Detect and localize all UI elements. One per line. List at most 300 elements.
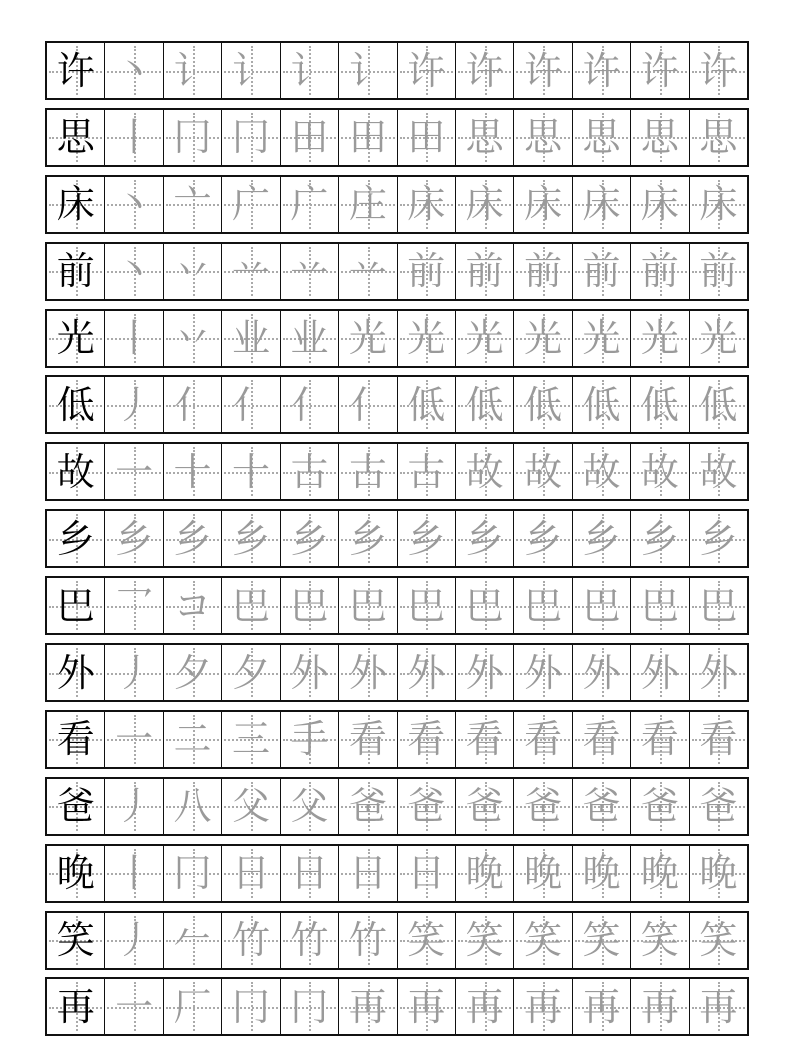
stroke-step-character: 乡	[582, 516, 621, 561]
stroke-step-cell	[513, 913, 571, 968]
stroke-step-cell	[338, 712, 396, 767]
stroke-step-character: 看	[348, 717, 387, 762]
stroke-step-character: 再	[524, 984, 563, 1029]
stroke-step-cell	[221, 979, 279, 1034]
stroke-step-character: 亻	[348, 382, 387, 427]
stroke-step-character: 爸	[640, 784, 679, 829]
stroke-step-cell	[221, 244, 279, 299]
stroke-step-cell	[689, 444, 747, 499]
stroke-step-character: 再	[582, 984, 621, 1029]
stroke-step-character: 床	[582, 182, 621, 227]
stroke-step-cell	[689, 110, 747, 165]
stroke-step-cell	[221, 779, 279, 834]
stroke-step-character: 低	[699, 382, 738, 427]
character-row	[45, 509, 749, 568]
stroke-step-character: 巴	[348, 583, 387, 628]
stroke-step-character: 光	[524, 316, 563, 361]
stroke-step-character: 外	[699, 650, 738, 695]
stroke-step-character: 思	[465, 115, 504, 160]
stroke-step-cell	[338, 645, 396, 700]
stroke-step-character: 乡	[465, 516, 504, 561]
stroke-step-character: 讠	[231, 48, 270, 93]
stroke-step-cell	[163, 511, 221, 566]
stroke-step-character: 笑	[407, 918, 446, 963]
stroke-step-cell	[572, 110, 630, 165]
stroke-step-cell	[689, 979, 747, 1034]
stroke-step-cell	[163, 311, 221, 366]
stroke-step-character: 丷	[173, 316, 212, 361]
model-character-cell	[47, 846, 104, 901]
character-row	[45, 911, 749, 970]
stroke-step-character: 爸	[699, 784, 738, 829]
stroke-step-cell	[221, 511, 279, 566]
stroke-step-character: 前	[582, 249, 621, 294]
stroke-step-cell	[689, 377, 747, 432]
stroke-step-character: 光	[699, 316, 738, 361]
stroke-step-cell	[630, 979, 688, 1034]
stroke-step-character: 再	[465, 984, 504, 1029]
stroke-step-cell	[455, 244, 513, 299]
stroke-step-cell	[689, 43, 747, 98]
stroke-step-character: 床	[465, 182, 504, 227]
stroke-step-cell	[689, 712, 747, 767]
stroke-step-cell	[338, 244, 396, 299]
stroke-step-character: 冂	[173, 115, 212, 160]
stroke-step-character: 冂	[231, 115, 270, 160]
stroke-step-cell	[397, 177, 455, 232]
model-character-cell	[47, 244, 104, 299]
stroke-step-character: 故	[699, 449, 738, 494]
stroke-step-cell	[221, 377, 279, 432]
stroke-step-character: 日	[231, 851, 270, 896]
stroke-step-character: 光	[348, 316, 387, 361]
stroke-step-cell	[630, 578, 688, 633]
model-character-cell	[47, 913, 104, 968]
model-character: 前	[56, 249, 95, 294]
stroke-step-cell	[397, 779, 455, 834]
stroke-step-cell	[338, 979, 396, 1034]
stroke-step-character: 亻	[231, 382, 270, 427]
stroke-step-cell	[513, 311, 571, 366]
stroke-step-cell	[338, 43, 396, 98]
character-row	[45, 977, 749, 1036]
stroke-step-cell	[572, 846, 630, 901]
stroke-step-character: 一	[115, 717, 154, 762]
stroke-step-cell	[630, 377, 688, 432]
stroke-step-character: 故	[524, 449, 563, 494]
stroke-step-cell	[280, 311, 338, 366]
stroke-step-cell	[572, 177, 630, 232]
stroke-step-character: 巴	[407, 583, 446, 628]
stroke-step-cell	[104, 177, 162, 232]
stroke-step-cell	[221, 846, 279, 901]
stroke-step-cell	[455, 779, 513, 834]
stroke-step-character: 许	[524, 48, 563, 93]
stroke-step-character: 丶	[115, 249, 154, 294]
stroke-step-character: 巴	[699, 583, 738, 628]
stroke-step-character: 低	[640, 382, 679, 427]
stroke-step-character: コ	[173, 583, 212, 628]
stroke-step-character: 爸	[348, 784, 387, 829]
stroke-step-character: 外	[640, 650, 679, 695]
stroke-step-cell	[280, 846, 338, 901]
stroke-step-cell	[572, 779, 630, 834]
stroke-step-character: 日	[407, 851, 446, 896]
stroke-step-character: 业	[290, 316, 329, 361]
stroke-step-cell	[513, 43, 571, 98]
stroke-step-cell	[163, 43, 221, 98]
model-character: 笑	[56, 918, 95, 963]
stroke-step-cell	[572, 578, 630, 633]
model-character-cell	[47, 444, 104, 499]
stroke-step-character: 故	[640, 449, 679, 494]
stroke-step-character: 业	[231, 316, 270, 361]
model-character-cell	[47, 110, 104, 165]
stroke-step-cell	[397, 43, 455, 98]
stroke-step-character: 乡	[699, 516, 738, 561]
model-character: 床	[56, 182, 95, 227]
stroke-step-cell	[689, 779, 747, 834]
stroke-step-character: 一	[115, 984, 154, 1029]
stroke-step-character: 丿	[115, 918, 154, 963]
model-character: 乡	[56, 516, 95, 561]
stroke-step-character: 晚	[524, 851, 563, 896]
stroke-step-character: 床	[640, 182, 679, 227]
model-character: 故	[56, 449, 95, 494]
stroke-step-character: 再	[348, 984, 387, 1029]
stroke-step-character: 床	[699, 182, 738, 227]
stroke-step-cell	[280, 913, 338, 968]
stroke-step-character: 思	[582, 115, 621, 160]
stroke-step-character: 前	[699, 249, 738, 294]
stroke-step-character: 乡	[348, 516, 387, 561]
model-character-cell	[47, 177, 104, 232]
stroke-step-character: 晚	[582, 851, 621, 896]
stroke-step-cell	[455, 311, 513, 366]
model-character-cell	[47, 311, 104, 366]
stroke-step-character: 亻	[173, 382, 212, 427]
stroke-step-cell	[221, 444, 279, 499]
stroke-step-character: 看	[524, 717, 563, 762]
stroke-step-character: 乡	[115, 516, 154, 561]
stroke-step-character: 外	[524, 650, 563, 695]
stroke-step-character: 冂	[173, 851, 212, 896]
stroke-step-cell	[513, 177, 571, 232]
stroke-step-cell	[630, 244, 688, 299]
stroke-step-character: 巴	[290, 583, 329, 628]
stroke-step-character: 田	[348, 115, 387, 160]
stroke-step-cell	[689, 846, 747, 901]
stroke-step-cell	[397, 979, 455, 1034]
stroke-step-cell	[163, 177, 221, 232]
stroke-step-character: 低	[524, 382, 563, 427]
stroke-step-cell	[572, 511, 630, 566]
stroke-step-cell	[572, 913, 630, 968]
stroke-step-cell	[397, 444, 455, 499]
model-character: 光	[56, 316, 95, 361]
stroke-step-character: 笑	[465, 918, 504, 963]
stroke-step-character: 笑	[524, 918, 563, 963]
stroke-step-character: 看	[640, 717, 679, 762]
stroke-step-character: 丶	[115, 182, 154, 227]
stroke-step-character: 外	[465, 650, 504, 695]
stroke-step-cell	[104, 511, 162, 566]
stroke-step-cell	[104, 43, 162, 98]
model-character: 低	[56, 382, 95, 427]
stroke-step-cell	[397, 846, 455, 901]
stroke-step-character: 夕	[173, 650, 212, 695]
stroke-step-character: 看	[699, 717, 738, 762]
stroke-step-cell	[630, 311, 688, 366]
stroke-step-character: 古	[348, 449, 387, 494]
stroke-step-cell	[397, 311, 455, 366]
stroke-step-cell	[455, 377, 513, 432]
stroke-step-character: 看	[465, 717, 504, 762]
stroke-step-character: 竹	[231, 918, 270, 963]
stroke-step-cell	[455, 511, 513, 566]
stroke-step-character: 外	[348, 650, 387, 695]
stroke-step-character: 许	[465, 48, 504, 93]
stroke-step-cell	[513, 110, 571, 165]
stroke-step-cell	[630, 43, 688, 98]
stroke-step-character: 亻	[290, 382, 329, 427]
stroke-step-cell	[104, 110, 162, 165]
stroke-step-character: 低	[407, 382, 446, 427]
stroke-step-cell	[280, 645, 338, 700]
stroke-step-character: 外	[407, 650, 446, 695]
stroke-step-character: 丿	[115, 382, 154, 427]
stroke-step-cell	[280, 377, 338, 432]
model-character-cell	[47, 645, 104, 700]
stroke-step-cell	[513, 511, 571, 566]
stroke-step-character: 丿	[115, 784, 154, 829]
stroke-step-character: 日	[348, 851, 387, 896]
stroke-step-character: 丨	[115, 115, 154, 160]
stroke-step-character: 乡	[524, 516, 563, 561]
model-character-cell	[47, 979, 104, 1034]
stroke-step-cell	[397, 645, 455, 700]
stroke-step-cell	[689, 244, 747, 299]
stroke-step-cell	[572, 43, 630, 98]
character-row	[45, 175, 749, 234]
stroke-step-cell	[163, 979, 221, 1034]
stroke-step-character: 冂	[290, 984, 329, 1029]
stroke-step-cell	[630, 177, 688, 232]
stroke-step-character: 讠	[290, 48, 329, 93]
stroke-step-cell	[280, 43, 338, 98]
character-row	[45, 777, 749, 836]
stroke-step-character: 广	[290, 182, 329, 227]
stroke-step-cell	[221, 645, 279, 700]
stroke-step-character: 爸	[465, 784, 504, 829]
stroke-step-cell	[338, 846, 396, 901]
stroke-step-character: 许	[699, 48, 738, 93]
stroke-step-character: 䒑	[231, 249, 270, 294]
stroke-step-character: 外	[290, 650, 329, 695]
stroke-step-cell	[689, 578, 747, 633]
stroke-step-character: 前	[524, 249, 563, 294]
stroke-step-cell	[397, 578, 455, 633]
stroke-step-cell	[338, 377, 396, 432]
stroke-step-character: 光	[407, 316, 446, 361]
stroke-step-cell	[163, 578, 221, 633]
stroke-step-cell	[338, 311, 396, 366]
stroke-step-character: 再	[407, 984, 446, 1029]
stroke-step-cell	[163, 913, 221, 968]
stroke-step-cell	[689, 511, 747, 566]
stroke-step-cell	[455, 712, 513, 767]
stroke-step-cell	[455, 110, 513, 165]
stroke-step-cell	[630, 712, 688, 767]
stroke-step-character: 巴	[231, 583, 270, 628]
stroke-step-cell	[338, 511, 396, 566]
stroke-step-cell	[630, 779, 688, 834]
stroke-step-cell	[280, 578, 338, 633]
stroke-step-cell	[163, 712, 221, 767]
stroke-step-character: 笑	[582, 918, 621, 963]
stroke-step-cell	[104, 645, 162, 700]
stroke-step-cell	[163, 444, 221, 499]
model-character-cell	[47, 779, 104, 834]
stroke-step-cell	[280, 779, 338, 834]
stroke-step-cell	[104, 244, 162, 299]
stroke-step-character: 笑	[699, 918, 738, 963]
stroke-step-cell	[104, 311, 162, 366]
stroke-step-character: 乡	[173, 516, 212, 561]
stroke-step-cell	[630, 846, 688, 901]
stroke-step-cell	[104, 712, 162, 767]
stroke-step-cell	[513, 578, 571, 633]
stroke-step-character: 外	[582, 650, 621, 695]
stroke-step-character: 巴	[465, 583, 504, 628]
stroke-step-character: 思	[640, 115, 679, 160]
stroke-step-character: 亠	[173, 182, 212, 227]
stroke-step-character: 爸	[524, 784, 563, 829]
stroke-step-cell	[221, 110, 279, 165]
stroke-step-character: 床	[524, 182, 563, 227]
stroke-step-character: 前	[407, 249, 446, 294]
character-row	[45, 844, 749, 903]
model-character-cell	[47, 712, 104, 767]
stroke-step-character: 晚	[465, 851, 504, 896]
stroke-step-cell	[163, 377, 221, 432]
stroke-step-cell	[572, 244, 630, 299]
stroke-step-character: 古	[407, 449, 446, 494]
stroke-step-character: 晚	[699, 851, 738, 896]
model-character: 思	[56, 115, 95, 160]
stroke-step-cell	[104, 913, 162, 968]
stroke-step-character: 看	[407, 717, 446, 762]
stroke-step-cell	[455, 979, 513, 1034]
stroke-step-cell	[513, 444, 571, 499]
stroke-step-cell	[163, 110, 221, 165]
stroke-step-character: 竹	[348, 918, 387, 963]
stroke-step-cell	[513, 979, 571, 1034]
stroke-step-cell	[513, 645, 571, 700]
stroke-step-character: 许	[582, 48, 621, 93]
stroke-step-character: 低	[582, 382, 621, 427]
character-row	[45, 41, 749, 100]
stroke-step-cell	[513, 846, 571, 901]
stroke-step-character: 巴	[524, 583, 563, 628]
stroke-step-cell	[221, 43, 279, 98]
stroke-step-character: 十	[173, 449, 212, 494]
stroke-step-character: 丨	[115, 316, 154, 361]
stroke-step-character: 再	[699, 984, 738, 1029]
stroke-step-character: 丿	[115, 650, 154, 695]
model-character-cell	[47, 578, 104, 633]
stroke-step-character: 夕	[231, 650, 270, 695]
stroke-step-cell	[397, 913, 455, 968]
stroke-step-cell	[338, 578, 396, 633]
stroke-step-character: 日	[290, 851, 329, 896]
model-character: 爸	[56, 784, 95, 829]
stroke-step-character: 田	[290, 115, 329, 160]
stroke-step-cell	[572, 712, 630, 767]
stroke-step-cell	[221, 177, 279, 232]
stroke-step-cell	[513, 712, 571, 767]
model-character-cell	[47, 377, 104, 432]
stroke-step-character: 低	[465, 382, 504, 427]
stroke-step-cell	[397, 511, 455, 566]
stroke-step-character: 厂	[173, 984, 212, 1029]
stroke-step-cell	[280, 444, 338, 499]
stroke-step-character: 故	[465, 449, 504, 494]
stroke-step-cell	[397, 377, 455, 432]
character-row	[45, 108, 749, 167]
stroke-step-character: 䒑	[290, 249, 329, 294]
stroke-step-character: 思	[699, 115, 738, 160]
stroke-step-character: 笑	[640, 918, 679, 963]
stroke-step-cell	[513, 244, 571, 299]
stroke-step-cell	[280, 979, 338, 1034]
stroke-step-cell	[221, 712, 279, 767]
model-character: 晚	[56, 851, 95, 896]
stroke-step-character: 晚	[640, 851, 679, 896]
stroke-step-character: 讠	[173, 48, 212, 93]
stroke-step-cell	[455, 913, 513, 968]
stroke-step-cell	[455, 846, 513, 901]
stroke-step-character: 十	[231, 449, 270, 494]
character-row	[45, 242, 749, 301]
stroke-step-cell	[104, 444, 162, 499]
stroke-step-cell	[104, 377, 162, 432]
stroke-step-cell	[689, 177, 747, 232]
stroke-step-character: 乡	[231, 516, 270, 561]
stroke-step-character: 光	[582, 316, 621, 361]
stroke-step-cell	[572, 311, 630, 366]
model-character-cell	[47, 43, 104, 98]
stroke-step-cell	[338, 110, 396, 165]
stroke-step-cell	[280, 511, 338, 566]
stroke-step-character: 丶	[115, 48, 154, 93]
stroke-step-cell	[455, 645, 513, 700]
stroke-step-cell	[572, 377, 630, 432]
character-row	[45, 442, 749, 501]
stroke-step-character: 竹	[290, 918, 329, 963]
stroke-step-cell	[338, 444, 396, 499]
stroke-step-cell	[455, 43, 513, 98]
stroke-step-cell	[163, 779, 221, 834]
stroke-step-cell	[104, 979, 162, 1034]
stroke-step-cell	[280, 177, 338, 232]
stroke-step-character: 父	[231, 784, 270, 829]
stroke-step-cell	[280, 110, 338, 165]
stroke-step-cell	[630, 511, 688, 566]
stroke-step-character: 故	[582, 449, 621, 494]
stroke-step-cell	[163, 645, 221, 700]
stroke-step-character: 乡	[640, 516, 679, 561]
